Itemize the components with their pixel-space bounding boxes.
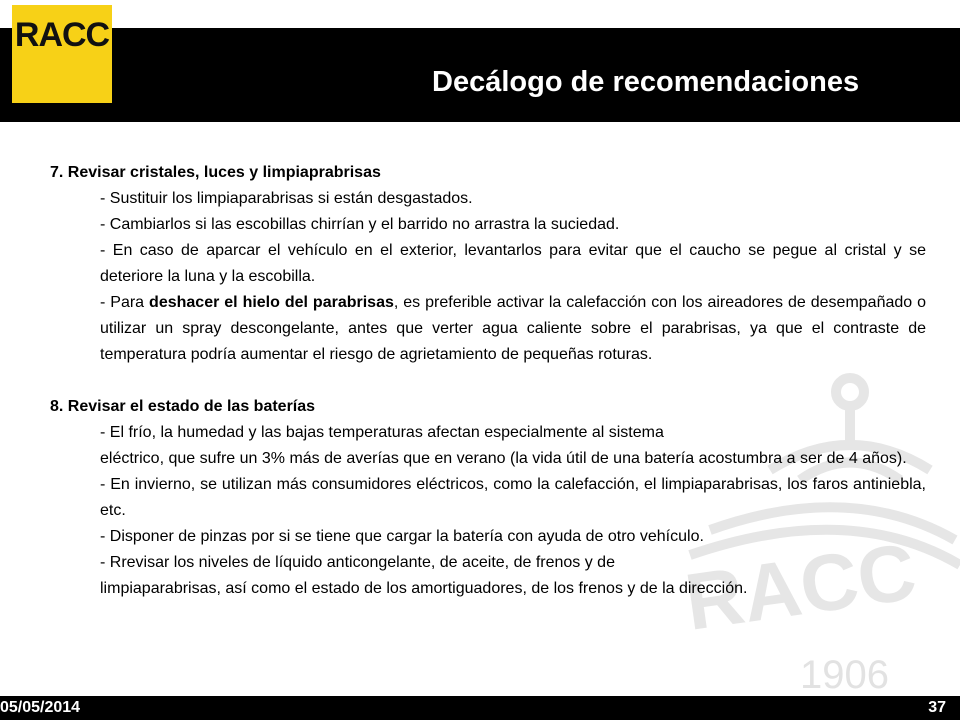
- bullet-item: - En caso de aparcar el vehículo en el exterior, levantarlos para evitar que el caucho se pegue al cristal y se deteriore la luna y la escobilla.: [100, 242, 926, 285]
- section-heading: 8. Revisar el estado de las baterías: [50, 398, 316, 415]
- bullet-text: - Para: [100, 294, 150, 311]
- bullet-item: - Disponer de pinzas por si se tiene que cargar la batería con ayuda de otro vehículo.: [100, 528, 704, 545]
- section-heading: 7. Revisar cristales, luces y limpiaprabrisas: [50, 164, 381, 181]
- page-title: Decálogo de recomendaciones: [432, 66, 860, 98]
- bullet-item: limpiaparabrisas, así como el estado de los amortiguadores, de los frenos y de la dirección.: [100, 580, 748, 597]
- watermark-year: 1906: [800, 653, 889, 696]
- logo-text: RACC: [14, 15, 110, 54]
- footer-date: 05/05/2014: [0, 699, 81, 716]
- racc-logo: [12, 5, 112, 103]
- bullet-item: - Rrevisar los niveles de líquido anticongelante, de aceite, de frenos y de: [100, 554, 615, 571]
- bullet-item: eléctrico, que sufre un 3% más de averías que en verano (la vida útil de una batería acostumbra a ser de 4 años).: [100, 450, 907, 467]
- page-number: 37: [928, 699, 946, 716]
- watermark-text: RACC: [679, 526, 922, 647]
- bullet-item: - En invierno, se utilizan más consumidores eléctricos, como la calefacción, el limpiaparabrisas, los faros antiniebla, etc.: [100, 476, 926, 519]
- bullet-item: - Cambiarlos si las escobillas chirrían y el barrido no arrastra la suciedad.: [100, 216, 620, 233]
- bullet-item: - Sustituir los limpiaparabrisas si están desgastados.: [100, 190, 473, 207]
- bullet-item-with-emphasis: [100, 290, 926, 368]
- footer-bar: [0, 696, 960, 720]
- section-spacer: [50, 368, 926, 394]
- bullet-item: - El frío, la humedad y las bajas temperaturas afectan especialmente al sistema: [100, 424, 664, 441]
- recommendations-content: [50, 160, 926, 602]
- bullet-text: , es preferible activar la calefacción con los aireadores de desempañado o utilizar un spray descongelante, antes que verter agua caliente sobre el parabrisas, ya que el contraste de temperatura podría aumentar el riesgo de agrietamiento de pequeñas roturas.: [100, 294, 927, 363]
- bullet-emphasis: deshacer el hielo del parabrisas: [149, 294, 394, 311]
